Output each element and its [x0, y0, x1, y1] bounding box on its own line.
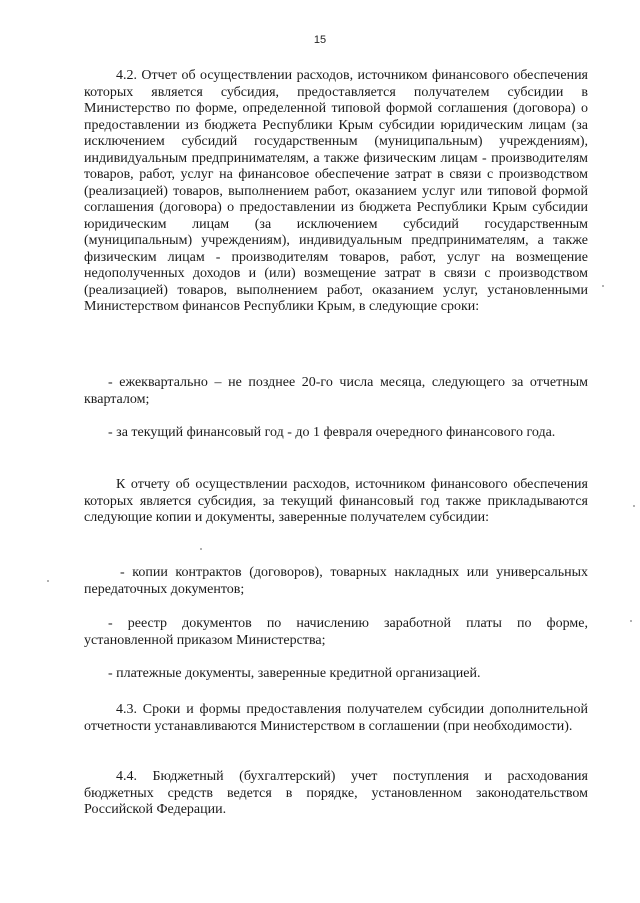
paragraph-4-4: 4.4. Бюджетный (бухгалтерский) учет поступления и расходования бюджетных средств ведется в порядке, установленном законодательством Российской Федерации. — [84, 769, 588, 817]
list-item-quarterly-deadline: - ежеквартально – не позднее 20-го числа месяца, следующего за отчетным кварталом; — [84, 375, 588, 407]
scan-speck — [630, 620, 632, 622]
paragraph-report-attachments: К отчету об осуществлении расходов, источником финансового обеспечения которых является субсидия, за текущий финансовый год также прикладываются следующие копии и документы, заверенные получателем субсидии: — [84, 477, 588, 525]
page-number: 15 — [313, 34, 327, 46]
list-item-annual-deadline: - за текущий финансовый год - до 1 февраля очередного финансового года. — [108, 425, 556, 440]
scan-speck — [47, 580, 49, 582]
scan-speck — [200, 548, 202, 550]
list-item-contract-copies: - копии контрактов (договоров), товарных накладных или универсальных передаточных документов; — [84, 565, 588, 597]
scan-speck — [602, 285, 604, 287]
list-item-payroll-registry: - реестр документов по начислению заработной платы по форме, установленной приказом Министерства; — [84, 616, 588, 648]
scan-speck — [633, 505, 635, 507]
list-item-payment-documents: - платежные документы, заверенные кредитной организацией. — [108, 666, 481, 681]
paragraph-4-2: 4.2. Отчет об осуществлении расходов, источником финансового обеспечения которых является субсидия, предоставляется получателем субсидии в Министерство по форме, определенной типовой формой соглашения (договора) о предоставлении из бюджета Республики Крым субсидии юридическим лицам (за исключением субсидий государственным (муниципальным) учреждениям), индивидуальным предпринимателям, а также физическим лицам - производителям товаров, работ, услуг на финансовое обеспечение затрат в связи с производством (реализацией) товаров, выполнением работ, оказанием услуг или типовой формой соглашения (договора) о предоставлении из бюджета Республики Крым субсидии юридическим лицам (за исключением субсидий государственным (муниципальным) учреждениям), индивидуальным предпринимателям, а также физическим лицам - производителям товаров, работ, услуг на возмещение недополученных доходов и (или) возмещение затрат в связи с производством (реализацией) товаров, выполнением работ, оказанием услуг, установленными Министерством финансов Республики Крым, в следующие сроки: — [84, 68, 588, 314]
paragraph-4-3: 4.3. Сроки и формы предоставления получателем субсидии дополнительной отчетности устанавливаются Министерством в соглашении (при необходимости). — [84, 702, 588, 734]
